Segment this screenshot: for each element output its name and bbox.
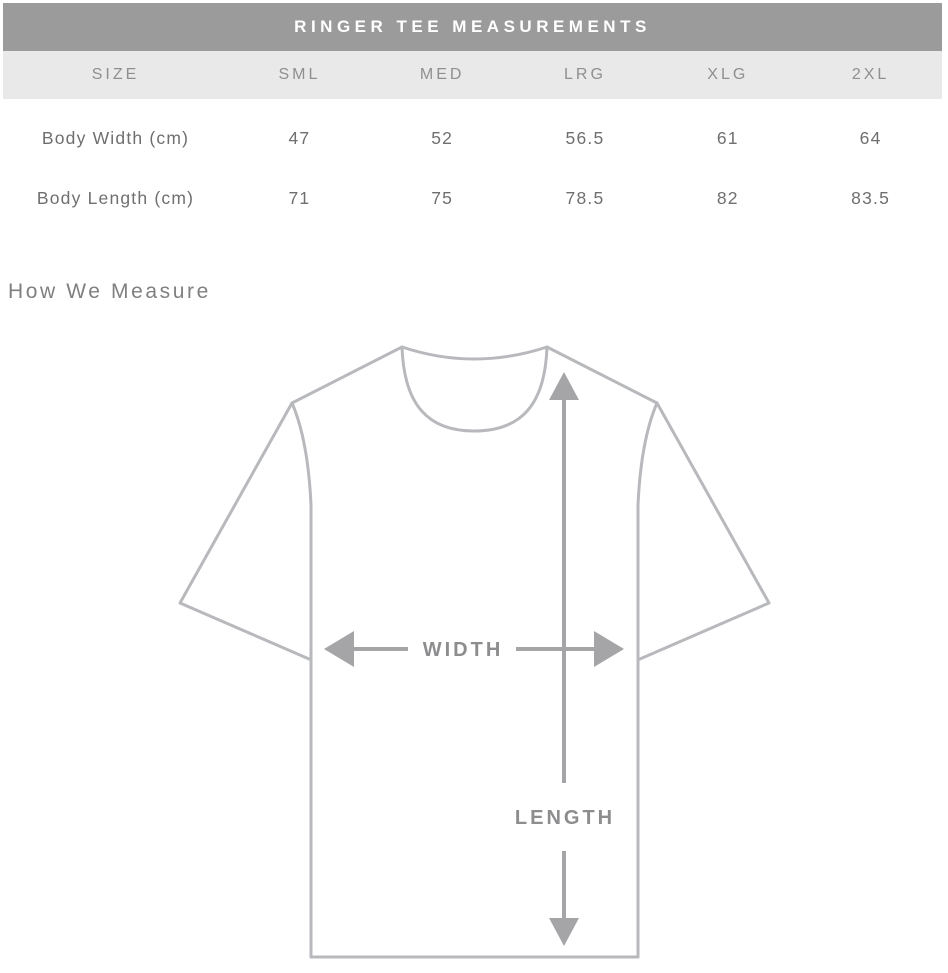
column-header-med: MED bbox=[419, 66, 465, 83]
tshirt-right-sleeve bbox=[633, 403, 769, 662]
value-cell: 61 bbox=[716, 127, 739, 148]
width-measure-label: WIDTH bbox=[422, 639, 504, 661]
column-header-2xl: 2XL bbox=[851, 66, 890, 83]
value-cell: 56.5 bbox=[565, 127, 605, 148]
value-cell: 75 bbox=[431, 187, 454, 208]
row-label: Body Width (cm) bbox=[41, 127, 190, 148]
column-header-lrg: LRG bbox=[564, 66, 606, 83]
value-cell: 52 bbox=[431, 127, 454, 148]
value-cell: 82 bbox=[716, 187, 739, 208]
row-label: Body Length (cm) bbox=[36, 187, 195, 208]
value-cell: 83.5 bbox=[851, 187, 891, 208]
section-heading: How We Measure bbox=[8, 280, 211, 303]
table-title: RINGER TEE MEASUREMENTS bbox=[294, 17, 651, 36]
column-header-size: SIZE bbox=[91, 66, 140, 83]
column-header-sml: SML bbox=[278, 66, 321, 83]
value-cell: 71 bbox=[288, 187, 311, 208]
length-measure-label: LENGTH bbox=[514, 807, 616, 829]
column-header-xlg: XLG bbox=[707, 66, 749, 83]
tshirt-left-sleeve bbox=[180, 403, 316, 662]
value-cell: 47 bbox=[288, 127, 311, 148]
value-cell: 78.5 bbox=[565, 187, 605, 208]
value-cell: 64 bbox=[859, 127, 882, 148]
